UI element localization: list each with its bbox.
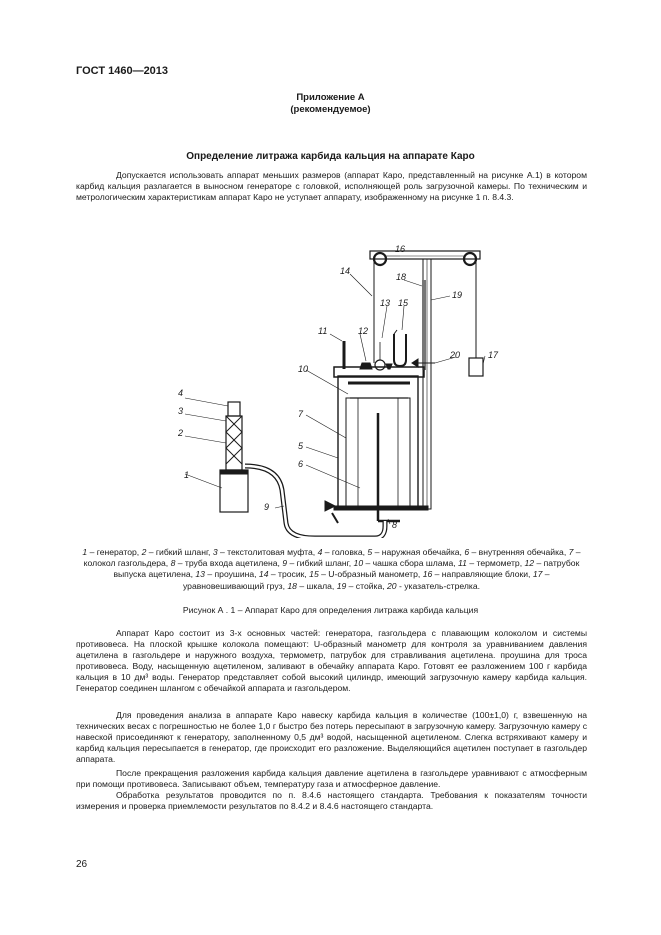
legend-text: – гибкий шланг, <box>287 558 354 569</box>
label-17: 17 <box>488 350 499 360</box>
legend-text: – чашка сбора шлама, <box>363 558 459 569</box>
legend-number: 5 <box>367 547 373 557</box>
legend-text: – направляющие блоки, <box>432 569 533 580</box>
label-5: 5 <box>298 441 304 451</box>
legend-text: – генератор, <box>87 547 142 557</box>
counterweight <box>469 358 483 376</box>
head <box>228 402 240 416</box>
legend-text: – тросик, <box>268 569 310 580</box>
legend-number: 14 <box>258 569 269 580</box>
legend-text: – головка, <box>322 547 368 557</box>
legend-number: 17 <box>532 569 543 580</box>
label-3: 3 <box>178 406 184 416</box>
legend-text: – колокол газгольдера, <box>83 547 581 569</box>
legend-number: 2 <box>141 547 147 557</box>
label-10: 10 <box>298 364 309 374</box>
legend-number: 18 <box>287 580 297 591</box>
legend-number: 7 <box>568 547 574 557</box>
label-6: 6 <box>298 459 304 469</box>
label-13: 13 <box>380 298 391 308</box>
intro-paragraph: Допускается использовать аппарат меньших размеров (аппарат Каро, представленный на рисунке А.1) в котором карбид кальция разлагается в выносном генераторе с головкой, исполняющей роль загрузочной камеры. По техническим и метрологическим характеристикам аппарат Каро не уступает аппарату, изображенному на рисунке 1 п. 8.4.3. <box>76 170 587 202</box>
legend-text: – термометр, <box>466 558 525 569</box>
legend-number: 4 <box>317 547 323 557</box>
appendix-title: Приложение А <box>296 92 365 103</box>
legend-number: 16 <box>422 569 433 580</box>
label-11: 11 <box>318 326 328 336</box>
caro-apparatus-diagram <box>160 238 505 538</box>
legend-text: – текстолитовая муфта, <box>217 547 318 557</box>
legend-number: 12 <box>524 558 535 569</box>
legend-text: – наружная обечайка, <box>372 547 465 557</box>
label-14: 14 <box>340 266 351 276</box>
scale <box>422 280 426 370</box>
u-manometer <box>394 334 406 366</box>
legend-text: – стойка, <box>346 580 388 591</box>
legend-number: 10 <box>353 558 364 569</box>
appendix-subtitle: (рекомендуемое) <box>290 104 371 115</box>
legend-text: - указатель-стрелка. <box>396 580 481 591</box>
legend-text: – труба входа ацетилена, <box>175 558 283 569</box>
legend-number: 6 <box>464 547 470 557</box>
page-number: 26 <box>76 859 88 870</box>
eyelet <box>375 360 385 370</box>
label-4: 4 <box>178 388 184 398</box>
legend-number: 8 <box>170 558 176 569</box>
label-19: 19 <box>452 290 463 300</box>
label-16: 16 <box>395 244 406 254</box>
section-title: Определение литража карбида кальция на аппарате Каро <box>186 151 475 162</box>
legend-number: 13 <box>195 569 205 580</box>
legend-text: – внутренняя обечайка, <box>469 547 569 557</box>
label-7: 7 <box>298 409 304 419</box>
figure-caption: Рисунок А . 1 – Аппарат Каро для определения литража карбида кальция <box>182 605 479 615</box>
legend-text: – шкала, <box>296 580 337 591</box>
label-2: 2 <box>178 428 184 438</box>
legend-text: – уравновешивающий груз, <box>182 569 550 591</box>
figure-legend <box>76 547 587 592</box>
label-9: 9 <box>264 502 270 512</box>
label-1: 1 <box>184 470 190 480</box>
legend-number: 11 <box>458 558 467 569</box>
label-20: 20 <box>450 350 461 360</box>
legend-text: – гибкий шланг, <box>146 547 213 557</box>
generator <box>220 470 248 512</box>
body-paragraph-4: Обработка результатов проводится по п. 8.4.6 настоящего стандарта. Требования к показателям точности измерения и проверка приемлемости результатов по 8.4.2 и 8.4.6 настоящего стандарта. <box>76 790 587 811</box>
legend-number: 9 <box>282 558 288 569</box>
body-paragraph-3: После прекращения разложения карбида кальция давление ацетилена в газгольдере уравнивают с атмосферным при помощи противовеса. Записывают объем, температуру газа и атмосферное давление. <box>76 768 587 789</box>
label-12: 12 <box>358 326 369 336</box>
legend-number: 15 <box>309 569 319 580</box>
legend-number: 3 <box>212 547 218 557</box>
legend-text: – проушина, <box>204 569 259 580</box>
legend-number: 19 <box>336 580 347 591</box>
label-8: 8 <box>392 520 398 530</box>
document-header: ГОСТ 1460—2013 <box>76 65 169 77</box>
body-paragraph-2: Для проведения анализа в аппарате Каро навеску карбида кальция в количестве (100±1,0) г, взвешенную на технических весах с погрешностью не более 1,0 г быстро без потерь пересыпают в загрузочную камеру. Загрузочную камеру с навеской присоединяют к генератору, заполненному 0,5 дм³ водой, насыщенной ацетиленом. Слегка встряхивают камеру и карбид кальция пересыпается в генератор, где происходит его разложение. Выделяющийся ацетилен поступает в газгольдер аппарата. <box>76 710 587 764</box>
legend-text: – U-образный манометр, <box>318 569 423 580</box>
legend-number: 20 <box>387 580 397 591</box>
body-paragraph-1: Аппарат Каро состоит из 3-х основных частей: генератора, газгольдера с плавающим колоколом и системы противовеса. На плоской крышке колокола помещают: U-образный манометр для контроля за уравниванием давления ацетилена в газгольдере и наружного воздуха, термометр, патрубок для стравливания ацетилена. проушина для троса противовеса. Воду, насыщенную ацетиленом, заливают в обечайку аппарата Каро. Готовят ее разложением 100 г карбида кальция в 10 дм³ воды. Генератор представляет собой высокий цилиндр, имеющий загрузочную камеру карбида кальция. Генератор соединен шлангом с обечайкой аппарата и газгольдером. <box>76 628 587 693</box>
label-18: 18 <box>396 272 407 282</box>
legend-number: 1 <box>82 547 88 557</box>
label-15: 15 <box>398 298 409 308</box>
legend-text: – патрубок выпуска ацетилена, <box>113 558 580 580</box>
